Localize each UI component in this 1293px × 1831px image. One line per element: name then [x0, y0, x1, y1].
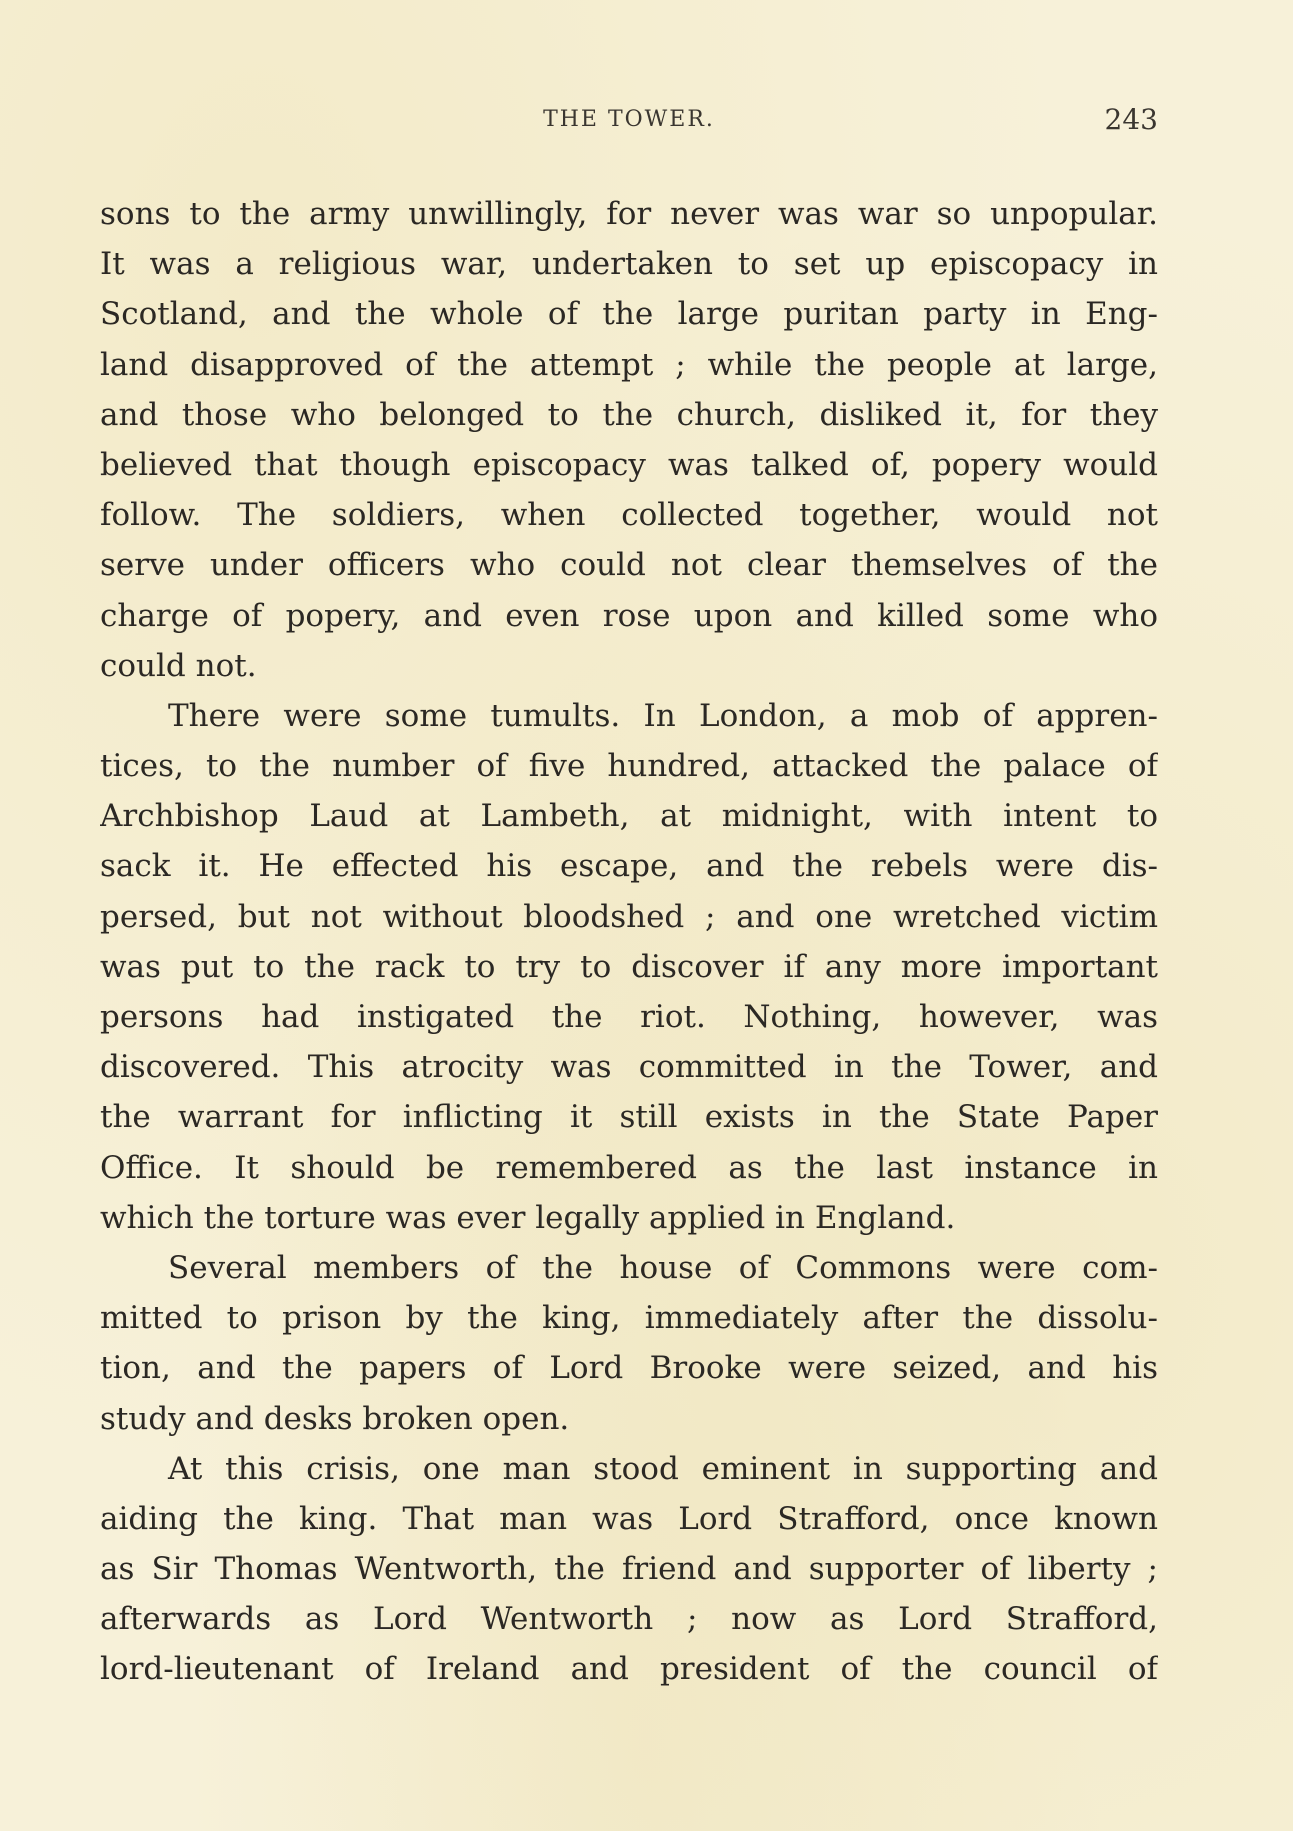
text-line: and those who belonged to the church, disliked it, for they [100, 396, 1158, 433]
text-line: which the torture was ever legally applied in England. [100, 1199, 956, 1236]
text-line: aiding the king. That man was Lord Strafford, once known [100, 1500, 1158, 1537]
running-head [100, 100, 1158, 140]
running-title: THE TOWER. [543, 107, 715, 132]
text-line: persed, but not without bloodshed ; and one wretched victim [100, 898, 1158, 935]
text-line: afterwards as Lord Wentworth ; now as Lord Strafford, [100, 1601, 1158, 1638]
text-line: Archbishop Laud at Lambeth, at midnight, with intent to [100, 798, 1158, 835]
page-number: 243 [1104, 103, 1158, 136]
text-line: could not. [100, 647, 257, 684]
text-line: Scotland, and the whole of the large puritan party in Eng- [100, 296, 1158, 333]
text-line: There were some tumults. In London, a mob of appren- [168, 697, 1158, 734]
text-line: lord-lieutenant of Ireland and president of the council of [100, 1651, 1158, 1688]
text-line: was put to the rack to try to discover if any more important [100, 948, 1158, 985]
text-line: believed that though episcopacy was talked of, popery would [100, 446, 1158, 483]
text-line: persons had instigated the riot. Nothing, however, was [100, 999, 1158, 1035]
text-line: the warrant for inflicting it still exists in the State Paper [100, 1099, 1158, 1136]
text-line: Office. It should be remembered as the last instance in [100, 1149, 1158, 1186]
text-line: tion, and the papers of Lord Brooke were seized, and his [100, 1350, 1158, 1387]
text-line: charge of popery, and even rose upon and killed some who [100, 597, 1158, 634]
text-line: sack it. He effected his escape, and the rebels were dis- [100, 848, 1158, 885]
text-line: study and desks broken open. [100, 1400, 570, 1437]
text-line: as Sir Thomas Wentworth, the friend and supporter of liberty ; [100, 1551, 1158, 1588]
text-line: sons to the army unwillingly, for never was war so unpopular. [100, 196, 1158, 232]
text-line: land disapproved of the attempt ; while the people at large, [100, 346, 1158, 383]
text-line: Several members of the house of Commons were com- [168, 1249, 1158, 1286]
text-line: tices, to the number of five hundred, attacked the palace of [100, 748, 1158, 785]
text-line: serve under officers who could not clear themselves of the [100, 547, 1158, 584]
body-text [100, 189, 1158, 1695]
text-line: At this crisis, one man stood eminent in supporting and [168, 1450, 1158, 1487]
text-line: discovered. This atrocity was committed in the Tower, and [100, 1049, 1158, 1086]
text-line: follow. The soldiers, when collected together, would not [100, 497, 1158, 534]
text-line: It was a religious war, undertaken to set up episcopacy in [100, 246, 1158, 283]
text-line: mitted to prison by the king, immediately after the dissolu- [100, 1300, 1158, 1337]
